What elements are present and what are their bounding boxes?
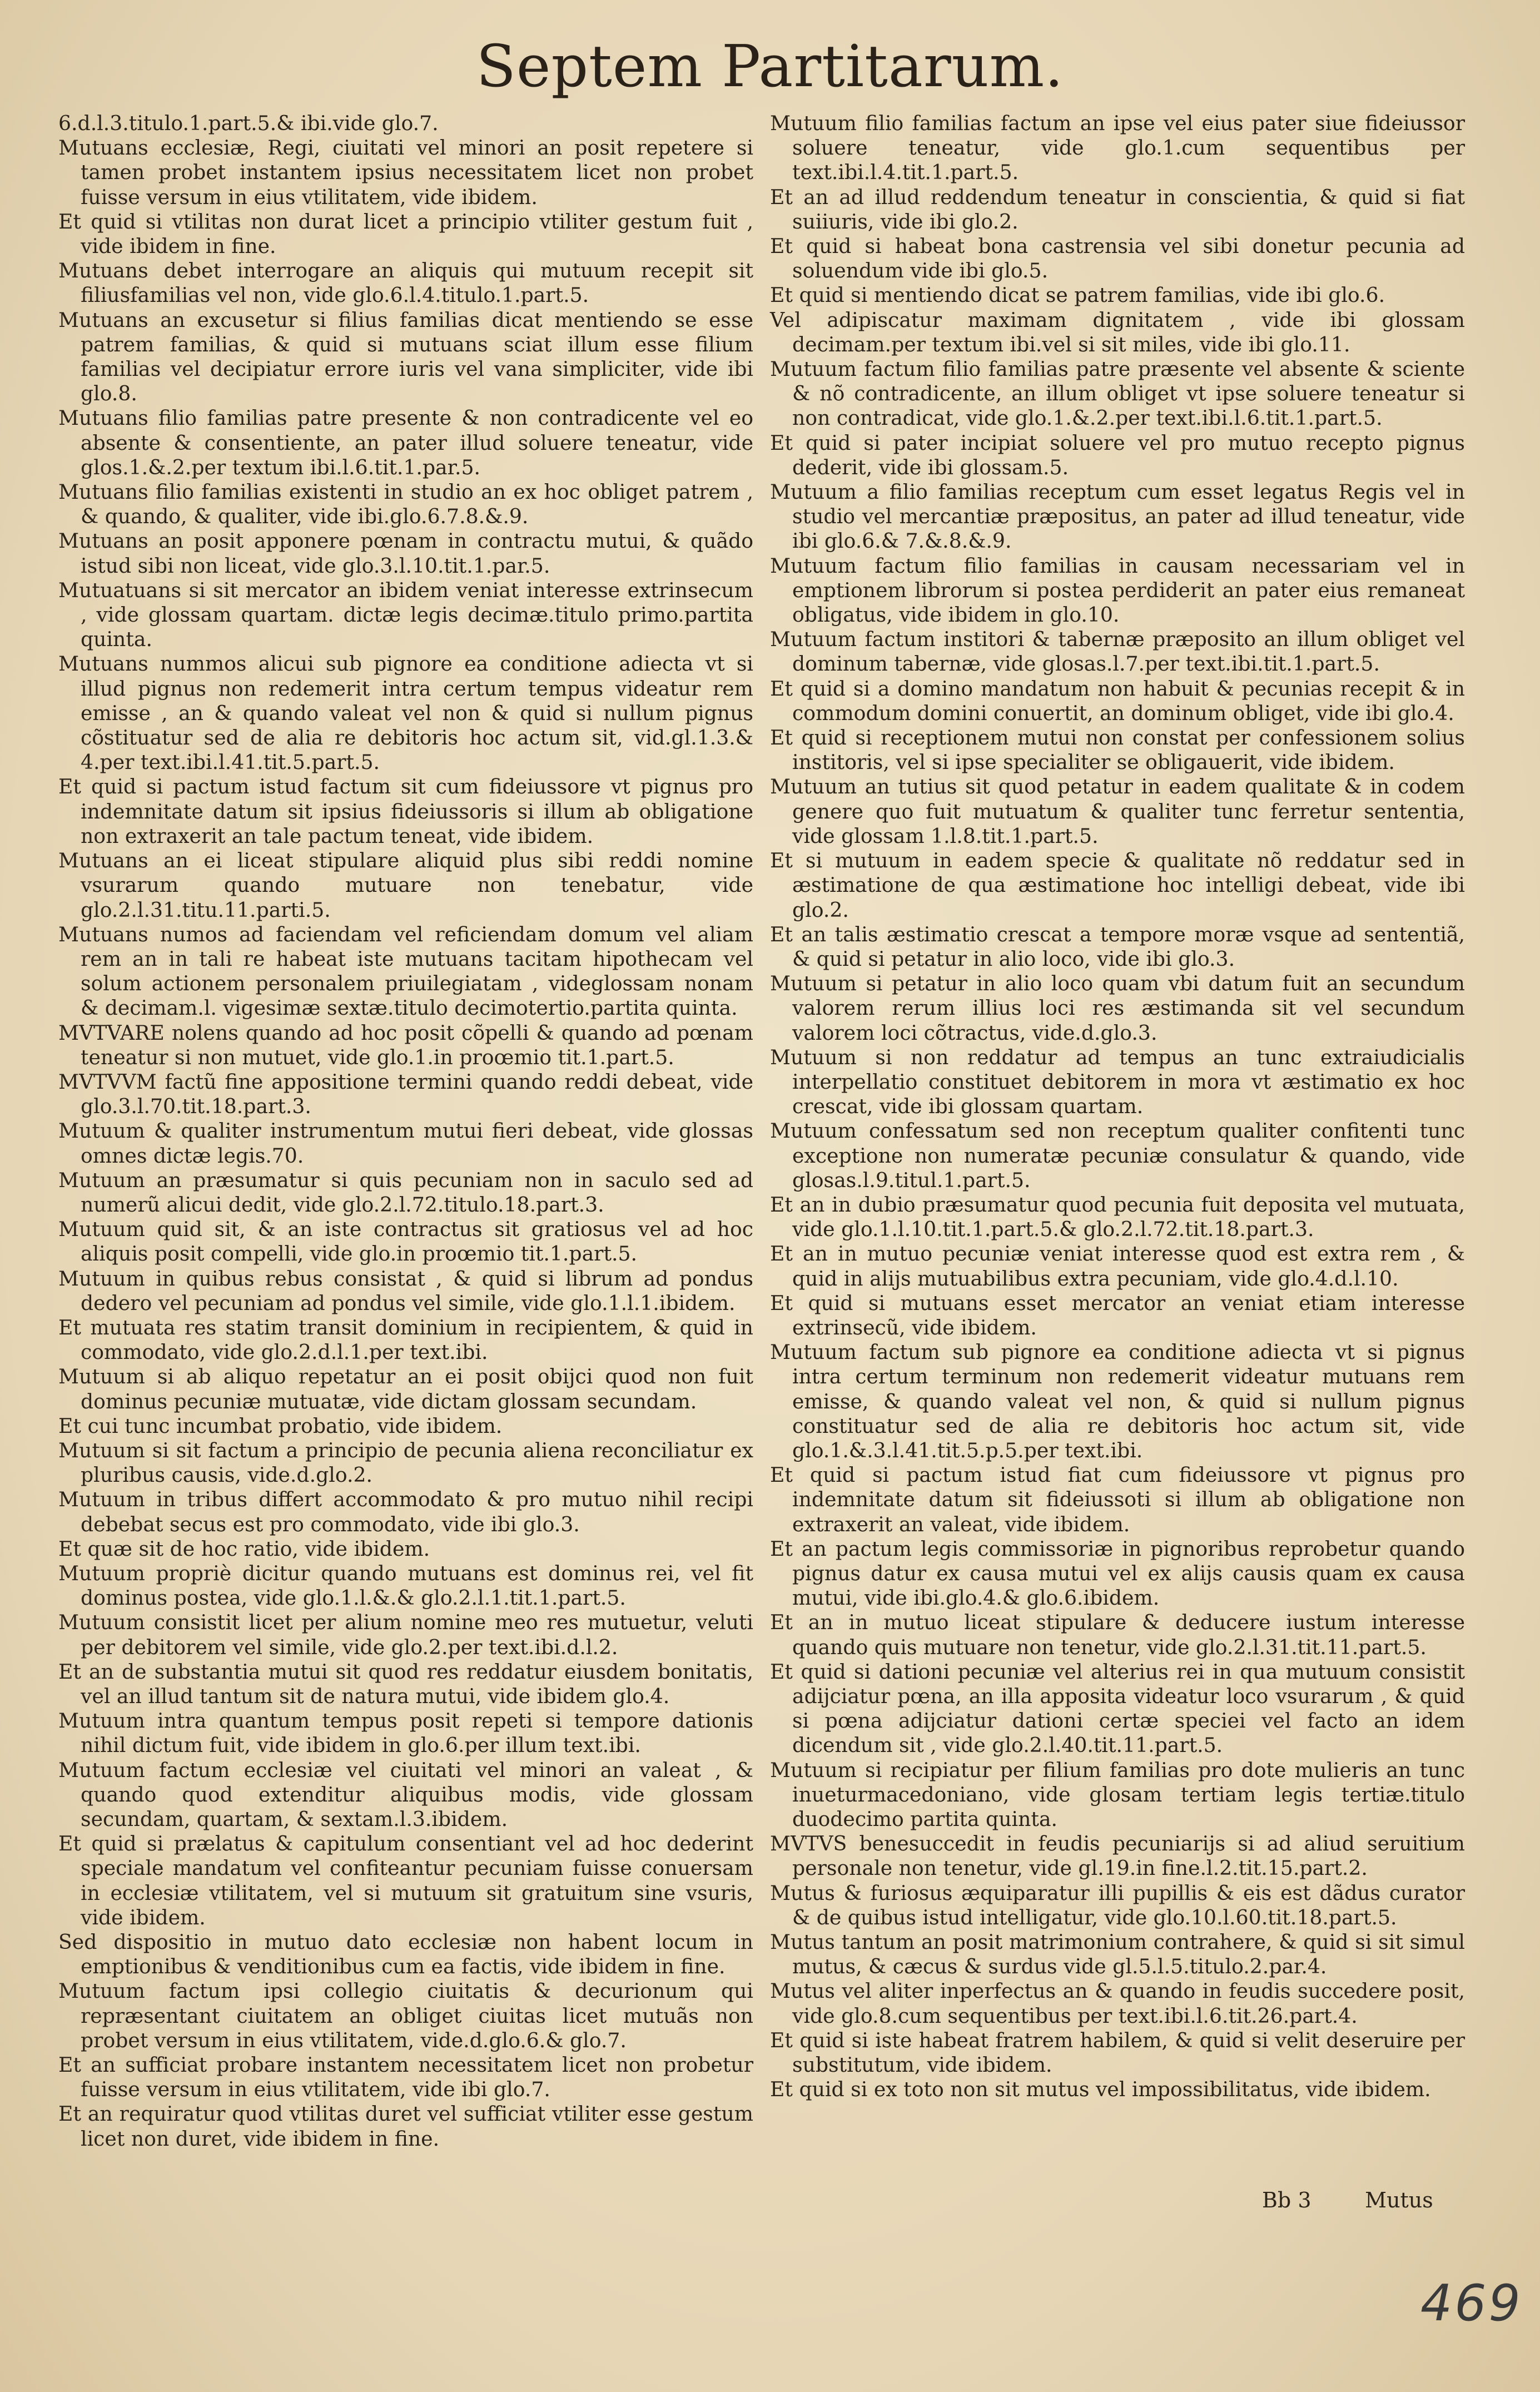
index-entry: Mutuum si sit factum a principio de pecunia aliena reconciliatur ex pluribus causis, vide.d.glo.2. [58,1438,753,1487]
index-entry: Mutuans an excusetur si filius familias dicat mentiendo se esse patrem familias, & quid si mutuans sciat illum esse filium familias vel decipiatur errore iuris vel vana simpliciter, vide ibi glo.8. [58,307,753,406]
index-entry: Mutus vel aliter inperfectus an & quando in feudis succedere posit, vide glo.8.cum sequentibus per text.ibi.l.6.tit.26.part.4. [770,1979,1465,2028]
index-entry: Et an de substantia mutui sit quod res reddatur eiusdem bonitatis, vel an illud tantum sit de natura mutui, vide ibidem glo.4. [58,1659,753,1708]
index-entry: Et quid si vtilitas non durat licet a principio vtiliter gestum fuit , vide ibidem in fine. [58,209,753,259]
signature-mark: Bb 3 [1262,2188,1312,2212]
index-entry: Mutuum in tribus differt accommodato & pro mutuo nihil recipi debebat secus est pro commodato, vide ibi glo.3. [58,1487,753,1536]
index-entry: Et quæ sit de hoc ratio, vide ibidem. [58,1536,430,1561]
index-entry: Mutuum factum ecclesiæ vel ciuitati vel minori an valeat , & quando quod extenditur aliquibus modis, vide glossam secundam, quartam, & sextam.l.3.ibidem. [58,1758,753,1832]
index-entry: Mutuum factum filio familias in causam necessariam vel in emptionem librorum si postea perdiderit an pater eius remaneat obligatus, vide ibidem in glo.10. [770,553,1465,627]
index-entry: Mutuum propriè dicitur quando mutuans est dominus rei, vel fit dominus postea, vide glo.1.l.&.& glo.2.l.1.tit.1.part.5. [58,1561,753,1610]
index-entry: Mutuans an ei liceat stipulare aliquid plus sibi reddi nomine vsurarum quando mutuare non tenebatur, vide glo.2.l.31.titu.11.parti.5. [58,848,753,922]
index-entry: MVTVARE nolens quando ad hoc posit cõpelli & quando ad pœnam teneatur si non mutuet, vide glo.1.in proœmio tit.1.part.5. [58,1020,753,1069]
index-entry: Mutuum & qualiter instrumentum mutui fieri debeat, vide glossas omnes dictæ legis.70. [58,1119,753,1168]
index-entry: Mutuum factum sub pignore ea conditione adiecta vt si pignus intra certum terminum non redemerit videatur mutuans rem emisse, & quando valeat vel non, & quid si nullum pignus constituatur sed de alia re debitoris hoc actum sit, vide glo.1.&.3.l.41.tit.5.p.5.per text.ibi. [770,1340,1465,1462]
index-entry: Mutuum factum ipsi collegio ciuitatis & decurionum qui repræsentant ciuitatem an obliget ciuitas licet mutuãs non probet versum in eius vtilitatem, vide.d.glo.6.& glo.7. [58,1979,753,2052]
index-entry: Vel adipiscatur maximam dignitatem , vide ibi glossam decimam.per textum ibi.vel si sit miles, vide ibi glo.11. [770,307,1465,356]
running-header: Septem Partitarum. [476,32,1064,100]
index-entry: Et an pactum legis commissoriæ in pignoribus reprobetur quando pignus datur ex causa mutui vel ex alijs causis quam ex causa mutui, vide ibi.glo.4.& glo.6.ibidem. [770,1536,1465,1610]
index-entry: Mutuum filio familias factum an ipse vel eius pater siue fideiussor soluere teneatur, vide glo.1.cum sequentibus per text.ibi.l.4.tit.1.part.5. [770,111,1465,185]
index-entry: Mutuatuans si sit mercator an ibidem veniat interesse extrinsecum , vide glossam quartam. dictæ legis decimæ.titulo primo.partita quinta. [58,578,753,652]
index-entry: Et si mutuum in eadem specie & qualitate nõ reddatur sed in æstimatione de qua æstimatione hoc intelligi debeat, vide ibi glo.2. [770,848,1465,922]
index-entry: Et quid si pater incipiat soluere vel pro mutuo recepto pignus dederit, vide ibi glossam.5. [770,430,1465,479]
index-entry: Et an in mutuo liceat stipulare & deducere iustum interesse quando quis mutuare non tenetur, vide glo.2.l.31.tit.11.part.5. [770,1610,1465,1659]
index-entry: Et quid si habeat bona castrensia vel sibi donetur pecunia ad soluendum vide ibi glo.5. [770,234,1465,283]
index-entry: Mutuum intra quantum tempus posit repeti si tempore dationis nihil dictum fuit, vide ibidem in glo.6.per illum text.ibi. [58,1709,753,1758]
index-entry: Mutuum si ab aliquo repetatur an ei posit obijci quod non fuit dominus pecuniæ mutuatæ, vide dictam glossam secundam. [58,1364,753,1413]
index-entry: Mutuum confessatum sed non receptum qualiter confitenti tunc exceptione non numeratæ pecuniæ consulatur & quando, vide glosas.l.9.titul.1.part.5. [770,1119,1465,1192]
index-entry: Mutuum si recipiatur per filium familias pro dote mulieris an tunc inueturmacedoniano, vide glosam tertiam legis tertiæ.titulo duodecimo partita quinta. [770,1758,1465,1832]
index-entry: Et an in dubio præsumatur quod pecunia fuit deposita vel mutuata, vide glo.1.l.10.tit.1.part.5.& glo.2.l.72.tit.18.part.3. [770,1192,1465,1242]
index-entry: Et quid si pactum istud fiat cum fideiussore vt pignus pro indemnitate datum sit fideiussoti si illum ab obligatione non extraxerit an valeat, vide ibidem. [770,1463,1465,1536]
index-entry: Mutuum factum filio familias patre præsente vel absente & sciente & nõ contradicente, an illum obliget vt ipse soluere teneatur si non contradicat, vide glo.1.&.2.per text.ibi.l.6.tit.1.part.5. [770,357,1465,430]
index-entry: Et quid si dationi pecuniæ vel alterius rei in qua mutuum consistit adijciatur pœna, an illa apposita videatur loco vsurarum , & quid si pœna adijciatur dationi certæ speciei vel facto an idem dicendum sit , vide glo.2.l.40.tit.11.part.5. [770,1659,1465,1758]
index-entry: Mutus & furiosus æquiparatur illi pupillis & eis est dãdus curator & de quibus istud intelligatur, vide glo.10.l.60.tit.18.part.5. [770,1880,1465,1929]
left-column [58,111,753,2151]
index-entry: Mutuans an posit apponere pœnam in contractu mutui, & quãdo istud sibi non liceat, vide glo.3.l.10.tit.1.par.5. [58,529,753,578]
index-entry: Mutuum an præsumatur si quis pecuniam non in saculo sed ad numerũ alicui dedit, vide glo.2.l.72.titulo.18.part.3. [58,1168,753,1217]
index-entry: MVTVS benesuccedit in feudis pecuniarijs si ad aliud seruitium personale non tenetur, vide gl.19.in fine.l.2.tit.15.part.2. [770,1832,1465,1880]
index-entry: Mutuans ecclesiæ, Regi, ciuitati vel minori an posit repetere si tamen probet instantem ipsius necessitatem licet non probet fuisse versum in eius vtilitatem, vide ibidem. [58,136,753,209]
index-entry: Et quid si pactum istud factum sit cum fideiussore vt pignus pro indemnitate datum sit ipsius fideiussoris si illum ab obligatione non extraxerit an tale pactum teneat, vide ibidem. [58,775,753,848]
index-entry: Et quid si a domino mandatum non habuit & pecunias recepit & in commodum domini conuertit, an dominum obliget, vide ibi glo.4. [770,676,1465,725]
handwritten-folio-number: 469 [1420,2274,1523,2333]
index-entry: Et quid si iste habeat fratrem habilem, & quid si velit deseruire per substitutum, vide ibidem. [770,2028,1465,2077]
index-entry: Et an ad illud reddendum teneatur in conscientia, & quid si fiat suiiuris, vide ibi glo.2. [770,185,1465,234]
index-entry: Mutuum an tutius sit quod petatur in eadem qualitate & in codem genere quo fuit mutuatum & qualiter tunc ferretur sententia, vide glossam 1.l.8.tit.1.part.5. [770,775,1465,848]
index-entry: Et quid si mutuans esset mercator an veniat etiam interesse extrinsecũ, vide ibidem. [770,1291,1465,1339]
index-entry: Mutuans filio familias patre presente & non contradicente vel eo absente & consentiente, an pater illud soluere teneatur, vide glos.1.&.2.per textum ibi.l.6.tit.1.par.5. [58,406,753,479]
index-entry: Et quid si mentiendo dicat se patrem familias, vide ibi glo.6. [770,283,1385,307]
index-entry: Et cui tunc incumbat probatio, vide ibidem. [58,1413,503,1438]
index-entry: Et mutuata res statim transit dominium in recipientem, & quid in commodato, vide glo.2.d.l.1.per text.ibi. [58,1315,753,1364]
index-entry: Et quid si receptionem mutui non constat per confessionem solius institoris, vel si ipse specialiter se obligauerit, vide ibidem. [770,726,1465,775]
index-entry: Mutuans nummos alicui sub pignore ea conditione adiecta vt si illud pignus non redemerit intra certum tempus videatur rem emisse , an & quando valeat vel non & quid si nullum pignus cõstituatur sed de alia re debitoris hoc actum sit, vid.gl.1.3.& 4.per text.ibi.l.41.tit.5.part.5. [58,652,753,775]
index-entry: Mutuum a filio familias receptum cum esset legatus Regis vel in studio vel mercantiæ præpositus, an pater ad illud teneatur, vide ibi glo.6.& 7.&.8.&.9. [770,480,1465,553]
index-entry: Mutuans numos ad faciendam vel reficiendam domum vel aliam rem an in tali re habeat iste mutuans tacitam hipothecam vel solum actionem personalem priuilegiatam , videglossam nonam & decimam.l. vigesimæ sextæ.titulo decimotertio.partita quinta. [58,922,753,1020]
index-entry: Et an sufficiat probare instantem necessitatem licet non probetur fuisse versum in eius vtilitatem, vide ibi glo.7. [58,2053,753,2102]
index-entry: Sed dispositio in mutuo dato ecclesiæ non habent locum in emptionibus & venditionibus cum ea factis, vide ibidem in fine. [58,1930,753,1979]
index-entry: Mutuum in quibus rebus consistat , & quid si librum ad pondus dedero vel pecuniam ad pondus vel simile, vide glo.1.l.1.ibidem. [58,1266,753,1315]
index-entry: Mutuum consistit licet per alium nomine meo res mutuetur, veluti per debitorem vel simile, vide glo.2.per text.ibi.d.l.2. [58,1610,753,1659]
index-entry: Et an requiratur quod vtilitas duret vel sufficiat vtiliter esse gestum licet non duret, vide ibidem in fine. [58,2102,753,2151]
index-entry: Mutuum factum institori & tabernæ præposito an illum obliget vel dominum tabernæ, vide glosas.l.7.per text.ibi.tit.1.part.5. [770,627,1465,676]
index-entry: Mutuum si non reddatur ad tempus an tunc extraiudicialis interpellatio constituet debitorem in mora vt æstimatio ex hoc crescat, vide ibi glossam quartam. [770,1045,1465,1119]
index-entry: Et quid si ex toto non sit mutus vel impossibilitatus, vide ibidem. [770,2077,1431,2102]
index-entry: MVTVVM factũ fine appositione termini quando reddi debeat, vide glo.3.l.70.tit.18.part.3. [58,1069,753,1119]
index-entry: Et quid si prælatus & capitulum consentiant vel ad hoc dederint speciale mandatum vel confiteantur pecuniam fuisse conuersam in ecclesiæ vtilitatem, vel si mutuum sit gratuitum sine vsuris, vide ibidem. [58,1832,753,1929]
index-entry: 6.d.l.3.titulo.1.part.5.& ibi.vide glo.7. [58,111,439,135]
index-entry: Mutuans filio familias existenti in studio an ex hoc obliget patrem , & quando, & qualiter, vide ibi.glo.6.7.8.&.9. [58,480,753,529]
index-entry: Et an in mutuo pecuniæ veniat interesse quod est extra rem , & quid in alijs mutuabilibus extra pecuniam, vide glo.4.d.l.10. [770,1242,1465,1291]
index-entry: Et an talis æstimatio crescat a tempore moræ vsque ad sententiã, & quid si petatur in alio loco, vide ibi glo.3. [770,922,1465,971]
catchword: Mutus [1365,2188,1433,2212]
index-entry: Mutus tantum an posit matrimonium contrahere, & quid si sit simul mutus, & cæcus & surdus vide gl.5.l.5.titulo.2.par.4. [770,1930,1465,1979]
index-entry: Mutuum si petatur in alio loco quam vbi datum fuit an secundum valorem rerum illius loci res æstimanda sit vel secundum valorem loci cõtractus, vide.d.glo.3. [770,971,1465,1045]
index-entry: Mutuum quid sit, & an iste contractus sit gratiosus vel ad hoc aliquis posit compelli, vide glo.in proœmio tit.1.part.5. [58,1217,753,1266]
right-column [770,111,1465,2102]
index-entry: Mutuans debet interrogare an aliquis qui mutuum recepit sit filiusfamilias vel non, vide glo.6.l.4.titulo.1.part.5. [58,259,753,307]
page-footer [1262,2188,1433,2212]
